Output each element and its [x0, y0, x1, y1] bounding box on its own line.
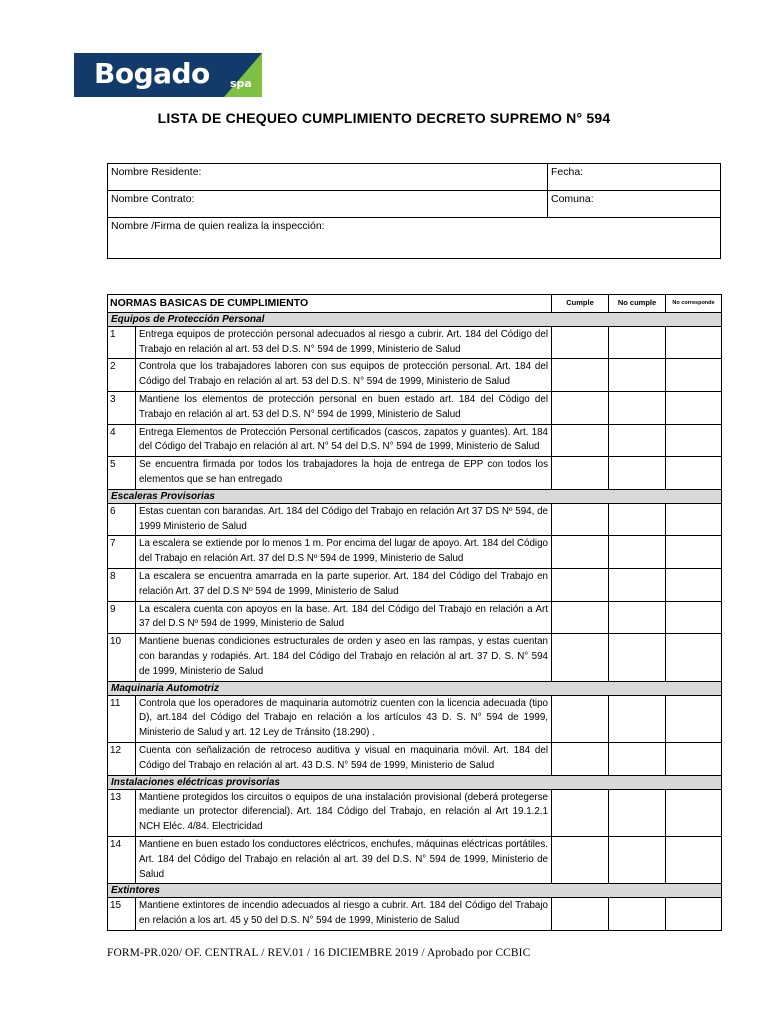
item-number: 4: [108, 424, 136, 457]
no-corresponde-cell[interactable]: [666, 789, 722, 836]
cumple-cell[interactable]: [552, 457, 609, 490]
cumple-cell[interactable]: [552, 634, 609, 681]
item-description: La escalera se encuentra amarrada en la parte superior. Art. 184 del Código del Trabajo en relación Art. 37 del D.S Nº 594 de 1999, Ministerio de Salud: [136, 568, 552, 601]
table-row: [108, 898, 722, 931]
logo-wordmark: Bogado: [94, 57, 210, 90]
item-number: 1: [108, 326, 136, 359]
item-number: 6: [108, 503, 136, 536]
item-number: 9: [108, 601, 136, 634]
item-description: Mantiene los elementos de protección personal en buen estado art. 184 del Código del Trabajo en relación al art. 53 del D.S. N° 594 de 1999, Ministerio de Salud: [136, 391, 552, 424]
table-row: [108, 634, 722, 681]
item-description: Mantiene en buen estado los conductores eléctricos, enchufes, máquinas eléctricas portátiles. Art. 184 del Código del Trabajo en relación al art. 39 del D.S. N° 594 de 1999, Ministerio de Salud: [136, 836, 552, 883]
no-corresponde-cell[interactable]: [666, 503, 722, 536]
no-corresponde-cell[interactable]: [666, 742, 722, 775]
table-row: [108, 836, 722, 883]
section-title: Extintores: [108, 884, 722, 898]
no-cumple-cell[interactable]: [609, 836, 666, 883]
field-contrato[interactable]: Nombre Contrato:: [108, 191, 548, 218]
cumple-cell[interactable]: [552, 836, 609, 883]
no-cumple-cell[interactable]: [609, 359, 666, 392]
item-number: 2: [108, 359, 136, 392]
no-corresponde-cell[interactable]: [666, 536, 722, 569]
no-corresponde-cell[interactable]: [666, 391, 722, 424]
item-description: Entrega Elementos de Protección Personal certificados (cascos, zapatos y guantes). Art. 184 del Código del Trabajo en relación al art. N° 54 del D.S. N° 594 de 1999, Ministerio de Salud: [136, 424, 552, 457]
item-description: La escalera cuenta con apoyos en la base. Art. 184 del Código del Trabajo en relación a Art 37 del D.S Nº 594 de 1999, Ministerio de Salud: [136, 601, 552, 634]
cumple-cell[interactable]: [552, 536, 609, 569]
no-cumple-cell[interactable]: [609, 568, 666, 601]
column-cumple: Cumple: [552, 295, 609, 313]
no-corresponde-cell[interactable]: [666, 898, 722, 931]
table-row: [108, 568, 722, 601]
item-number: 14: [108, 836, 136, 883]
no-corresponde-cell[interactable]: [666, 457, 722, 490]
no-corresponde-cell[interactable]: [666, 568, 722, 601]
column-no-corresponde: No corresponde: [666, 295, 722, 313]
cumple-cell[interactable]: [552, 359, 609, 392]
field-fecha[interactable]: Fecha:: [548, 164, 721, 191]
no-cumple-cell[interactable]: [609, 634, 666, 681]
section-row: [108, 775, 722, 789]
item-number: 15: [108, 898, 136, 931]
table-row: [108, 789, 722, 836]
table-row: [108, 503, 722, 536]
no-corresponde-cell[interactable]: [666, 326, 722, 359]
item-description: Mantiene buenas condiciones estructurales de orden y aseo en las rampas, y estas cuentan con barandas y rodapiés. Art. 184 del Código del Trabajo en relación al art. 37 D. S. N° 594 de 1999, Ministerio de Salud: [136, 634, 552, 681]
form-footer: FORM-PR.020/ OF. CENTRAL / REV.01 / 16 DICIEMBRE 2019 / Aprobado por CCBIC: [107, 947, 531, 959]
item-number: 12: [108, 742, 136, 775]
table-row: [108, 391, 722, 424]
table-row: [108, 424, 722, 457]
item-number: 5: [108, 457, 136, 490]
no-cumple-cell[interactable]: [609, 742, 666, 775]
table-heading: NORMAS BASICAS DE CUMPLIMIENTO: [108, 295, 552, 313]
item-description: Entrega equipos de protección personal adecuados al riesgo a cubrir. Art. 184 del Código del Trabajo en relación al art. 53 del D.S. N° 594 de 1999, Ministerio de Salud: [136, 326, 552, 359]
no-corresponde-cell[interactable]: [666, 695, 722, 742]
no-cumple-cell[interactable]: [609, 457, 666, 490]
item-description: Mantiene protegidos los circuitos o equipos de una instalación provisional (deberá protegerse mediante un protector diferencial). Art. 184 Código del Trabajo, en relación al Art 19.1.2.1 NCH Eléc. 4/84. Electricidad: [136, 789, 552, 836]
cumple-cell[interactable]: [552, 326, 609, 359]
cumple-cell[interactable]: [552, 424, 609, 457]
item-number: 13: [108, 789, 136, 836]
section-row: [108, 884, 722, 898]
field-comuna[interactable]: Comuna:: [548, 191, 721, 218]
no-cumple-cell[interactable]: [609, 789, 666, 836]
no-cumple-cell[interactable]: [609, 326, 666, 359]
item-description: Se encuentra firmada por todos los trabajadores la hoja de entrega de EPP con todos los elementos que se han entregado: [136, 457, 552, 490]
no-cumple-cell[interactable]: [609, 424, 666, 457]
no-corresponde-cell[interactable]: [666, 359, 722, 392]
section-title: Equipos de Protección Personal: [108, 312, 722, 326]
no-cumple-cell[interactable]: [609, 898, 666, 931]
item-description: Controla que los trabajadores laboren con sus equipos de protección personal. Art. 184 del Código del Trabajo en relación al art. 53 del D.S. N° 594 de 1999, Ministerio de Salud: [136, 359, 552, 392]
item-number: 3: [108, 391, 136, 424]
table-row: [108, 359, 722, 392]
cumple-cell[interactable]: [552, 503, 609, 536]
table-row: [108, 695, 722, 742]
item-description: Estas cuentan con barandas. Art. 184 del Código del Trabajo en relación Art 37 DS Nº 594, de 1999 Ministerio de Salud: [136, 503, 552, 536]
item-description: Controla que los operadores de maquinaria automotriz cuenten con la licencia adecuada (tipo D), art.184 del Código del Trabajo en relación a los artículos 43 D. S. N° 594 de 1999, Ministerio de Salud y art. 12 Ley de Tránsito (18.290) .: [136, 695, 552, 742]
item-number: 11: [108, 695, 136, 742]
logo-accent-triangle: [224, 53, 262, 97]
cumple-cell[interactable]: [552, 601, 609, 634]
field-residente[interactable]: Nombre Residente:: [108, 164, 548, 191]
section-title: Maquinaria Automotriz: [108, 681, 722, 695]
table-row: [108, 742, 722, 775]
page-title: LISTA DE CHEQUEO CUMPLIMIENTO DECRETO SUPREMO N° 594: [157, 110, 611, 126]
column-no-cumple: No cumple: [609, 295, 666, 313]
no-corresponde-cell[interactable]: [666, 601, 722, 634]
table-header-row: [108, 295, 722, 313]
cumple-cell[interactable]: [552, 391, 609, 424]
item-description: Cuenta con señalización de retroceso auditiva y visual en maquinaria móvil. Art. 184 del Código del Trabajo en relación al art. 43 D.S. N° 594 de 1999, Ministerio de Salud: [136, 742, 552, 775]
field-firma[interactable]: Nombre /Firma de quien realiza la inspección:: [108, 218, 721, 259]
no-cumple-cell[interactable]: [609, 601, 666, 634]
no-cumple-cell[interactable]: [609, 503, 666, 536]
logo-suffix: spa: [230, 77, 252, 90]
company-logo: [74, 53, 262, 97]
info-table: [107, 163, 721, 259]
section-row: [108, 681, 722, 695]
item-description: La escalera se extiende por lo menos 1 m. Por encima del lugar de apoyo. Art. 184 del Código del Trabajo en relación Art. 37 del D.S Nº 594 de 1999, Ministerio de Salud: [136, 536, 552, 569]
no-cumple-cell[interactable]: [609, 695, 666, 742]
cumple-cell[interactable]: [552, 568, 609, 601]
cumple-cell[interactable]: [552, 695, 609, 742]
section-row: [108, 312, 722, 326]
section-row: [108, 489, 722, 503]
checklist-table: [107, 294, 722, 931]
cumple-cell[interactable]: [552, 789, 609, 836]
section-title: Instalaciones eléctricas provisorias: [108, 775, 722, 789]
table-row: [108, 601, 722, 634]
table-row: [108, 457, 722, 490]
item-number: 8: [108, 568, 136, 601]
no-corresponde-cell[interactable]: [666, 634, 722, 681]
table-row: [108, 536, 722, 569]
section-title: Escaleras Provisorias: [108, 489, 722, 503]
no-cumple-cell[interactable]: [609, 536, 666, 569]
table-row: [108, 326, 722, 359]
item-description: Mantiene extintores de incendio adecuados al riesgo a cubrir. Art. 184 del Código del Trabajo en relación a los art. 45 y 50 del D.S. N° 594 de 1999, Ministerio de Salud: [136, 898, 552, 931]
cumple-cell[interactable]: [552, 898, 609, 931]
item-number: 7: [108, 536, 136, 569]
cumple-cell[interactable]: [552, 742, 609, 775]
no-cumple-cell[interactable]: [609, 391, 666, 424]
no-corresponde-cell[interactable]: [666, 836, 722, 883]
no-corresponde-cell[interactable]: [666, 424, 722, 457]
item-number: 10: [108, 634, 136, 681]
